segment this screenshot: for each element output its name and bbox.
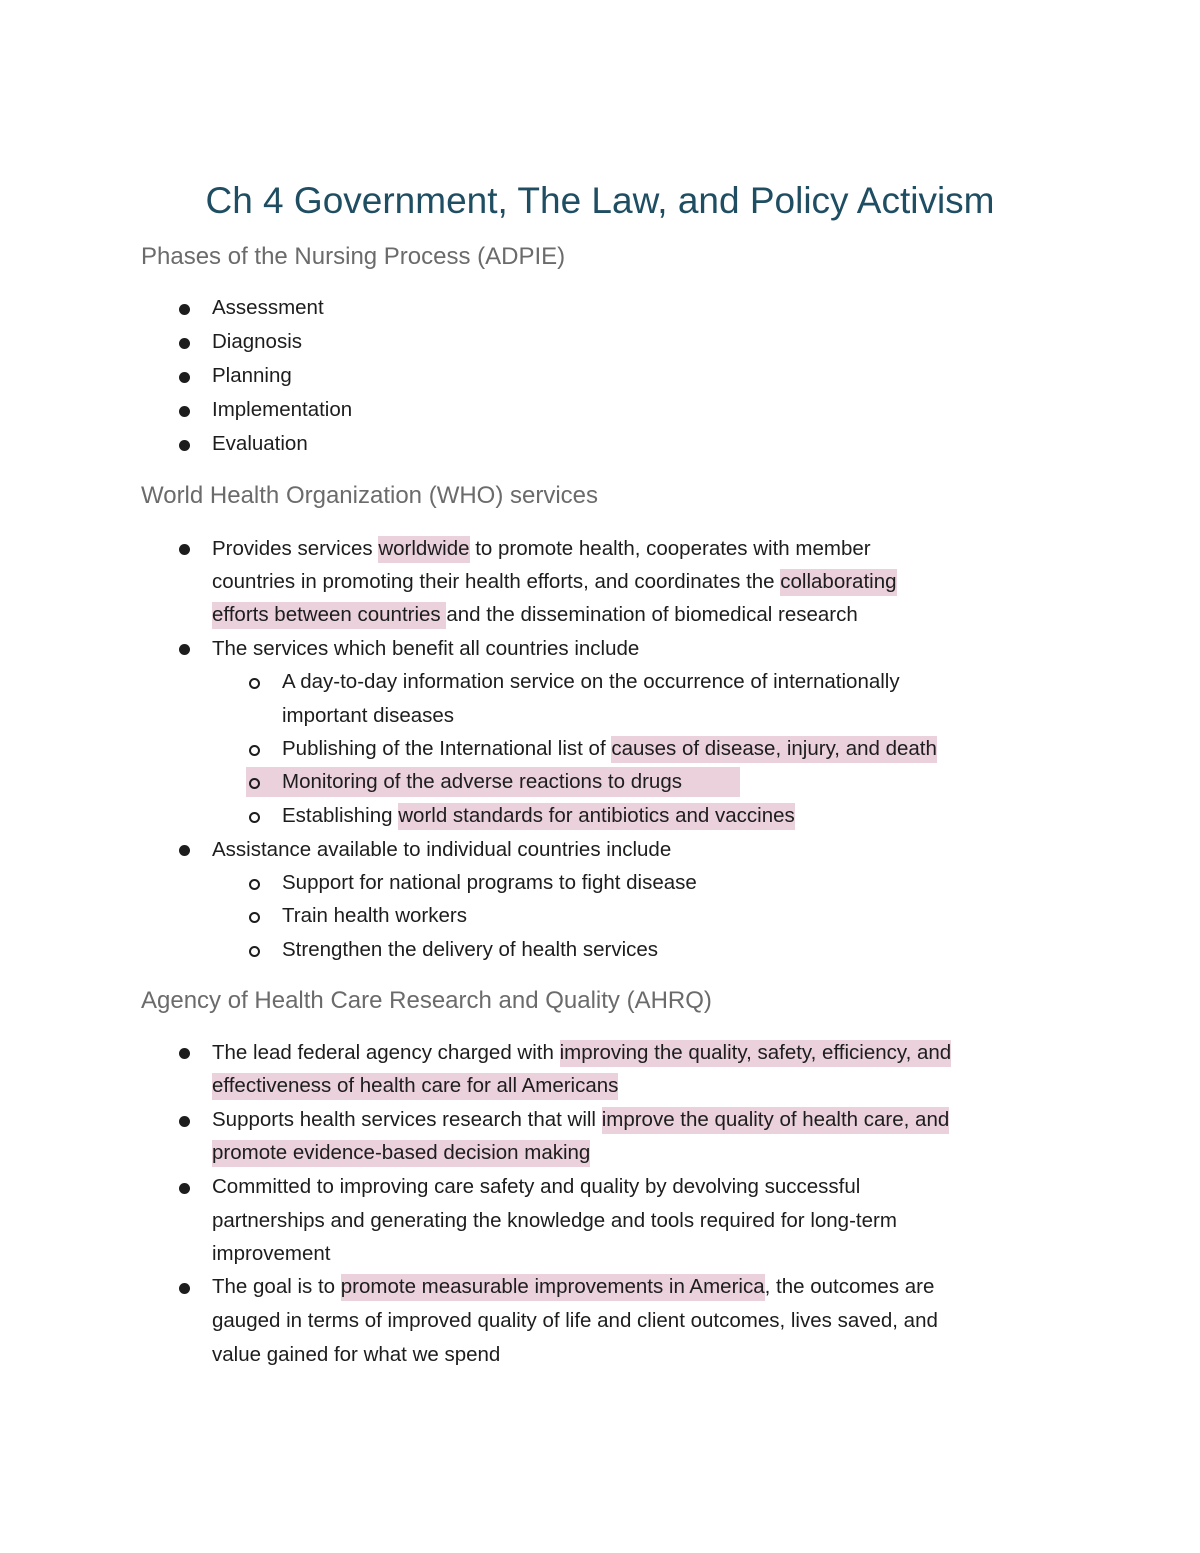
- list-item-continuation: [212, 1072, 618, 1100]
- list-item: Assessment: [212, 296, 324, 319]
- sub-list-item: Support for national programs to fight disease: [282, 871, 697, 894]
- sub-bullet-icon: [249, 778, 260, 789]
- highlighted-text: worldwide: [378, 536, 469, 563]
- bullet-icon: [179, 372, 190, 383]
- list-item-continuation: [212, 601, 858, 629]
- bullet-icon: [179, 845, 190, 856]
- list-item: Implementation: [212, 398, 353, 421]
- list-item: [212, 535, 871, 563]
- highlighted-text: world standards for antibiotics and vaccines: [398, 803, 795, 830]
- list-item: Planning: [212, 364, 292, 387]
- sub-bullet-icon: [249, 946, 260, 957]
- list-item: Committed to improving care safety and quality by devolving successful: [212, 1175, 861, 1198]
- sub-bullet-icon: [249, 812, 260, 823]
- bullet-icon: [179, 1116, 190, 1127]
- sub-bullet-icon: [249, 745, 260, 756]
- sub-list-item: [282, 735, 937, 763]
- list-item-continuation: [212, 1139, 590, 1167]
- highlighted-text: efforts between countries: [212, 602, 446, 629]
- text-run: Establishing: [282, 804, 399, 827]
- bullet-icon: [179, 406, 190, 417]
- sub-list-item: Monitoring of the adverse reactions to drugs: [282, 770, 682, 793]
- highlighted-text: effectiveness of health care for all Americans: [212, 1073, 618, 1100]
- text-run: Provides services: [212, 537, 379, 560]
- list-item: [212, 1039, 951, 1067]
- sub-list-item: Train health workers: [282, 904, 467, 927]
- highlighted-text: improving the quality, safety, efficiency, and: [560, 1040, 952, 1067]
- list-item: The services which benefit all countries include: [212, 637, 640, 660]
- sub-list-item: Strengthen the delivery of health services: [282, 938, 659, 961]
- document-title: Ch 4 Government, The Law, and Policy Activism: [205, 180, 995, 221]
- sub-bullet-icon: [249, 912, 260, 923]
- text-run: , the outcomes are: [764, 1275, 935, 1298]
- text-run: and the dissemination of biomedical research: [446, 603, 858, 626]
- bullet-icon: [179, 1048, 190, 1059]
- text-run: countries in promoting their health efforts, and coordinates the: [212, 570, 781, 593]
- highlighted-text: promote measurable improvements in America: [341, 1274, 765, 1301]
- highlighted-text: collaborating: [780, 569, 896, 596]
- section-heading-adpie: Phases of the Nursing Process (ADPIE): [141, 243, 566, 270]
- list-item-continuation: partnerships and generating the knowledge and tools required for long-term: [212, 1209, 897, 1232]
- list-item: [212, 1106, 949, 1134]
- sub-list-item-continuation: important diseases: [282, 704, 455, 727]
- text-run: to promote health, cooperates with member: [469, 537, 871, 560]
- text-run: The goal is to: [212, 1275, 341, 1298]
- text-run: The lead federal agency charged with: [212, 1041, 560, 1064]
- bullet-icon: [179, 1283, 190, 1294]
- highlighted-text: causes of disease, injury, and death: [611, 736, 937, 763]
- list-item-continuation: [212, 568, 897, 596]
- list-item: Assistance available to individual countries include: [212, 838, 672, 861]
- bullet-icon: [179, 338, 190, 349]
- highlighted-text: promote evidence-based decision making: [212, 1140, 590, 1167]
- bullet-icon: [179, 304, 190, 315]
- list-item: Evaluation: [212, 432, 308, 455]
- sub-bullet-icon: [249, 678, 260, 689]
- list-item-continuation: improvement: [212, 1242, 331, 1265]
- bullet-icon: [179, 644, 190, 655]
- text-run: Supports health services research that will: [212, 1108, 602, 1131]
- list-item-continuation: value gained for what we spend: [212, 1343, 501, 1366]
- list-item: [212, 1273, 934, 1301]
- text-run: Publishing of the International list of: [282, 737, 612, 760]
- section-heading-ahrq: Agency of Health Care Research and Quality (AHRQ): [141, 987, 712, 1014]
- list-item-continuation: gauged in terms of improved quality of life and client outcomes, lives saved, and: [212, 1309, 938, 1332]
- bullet-icon: [179, 544, 190, 555]
- highlighted-text: improve the quality of health care, and: [602, 1107, 950, 1134]
- list-item: Diagnosis: [212, 330, 303, 353]
- section-heading-who: World Health Organization (WHO) services: [141, 482, 599, 509]
- sub-bullet-icon: [249, 879, 260, 890]
- sub-list-item: A day-to-day information service on the occurrence of internationally: [282, 670, 900, 693]
- bullet-icon: [179, 1183, 190, 1194]
- sub-list-item: [282, 802, 795, 830]
- bullet-icon: [179, 440, 190, 451]
